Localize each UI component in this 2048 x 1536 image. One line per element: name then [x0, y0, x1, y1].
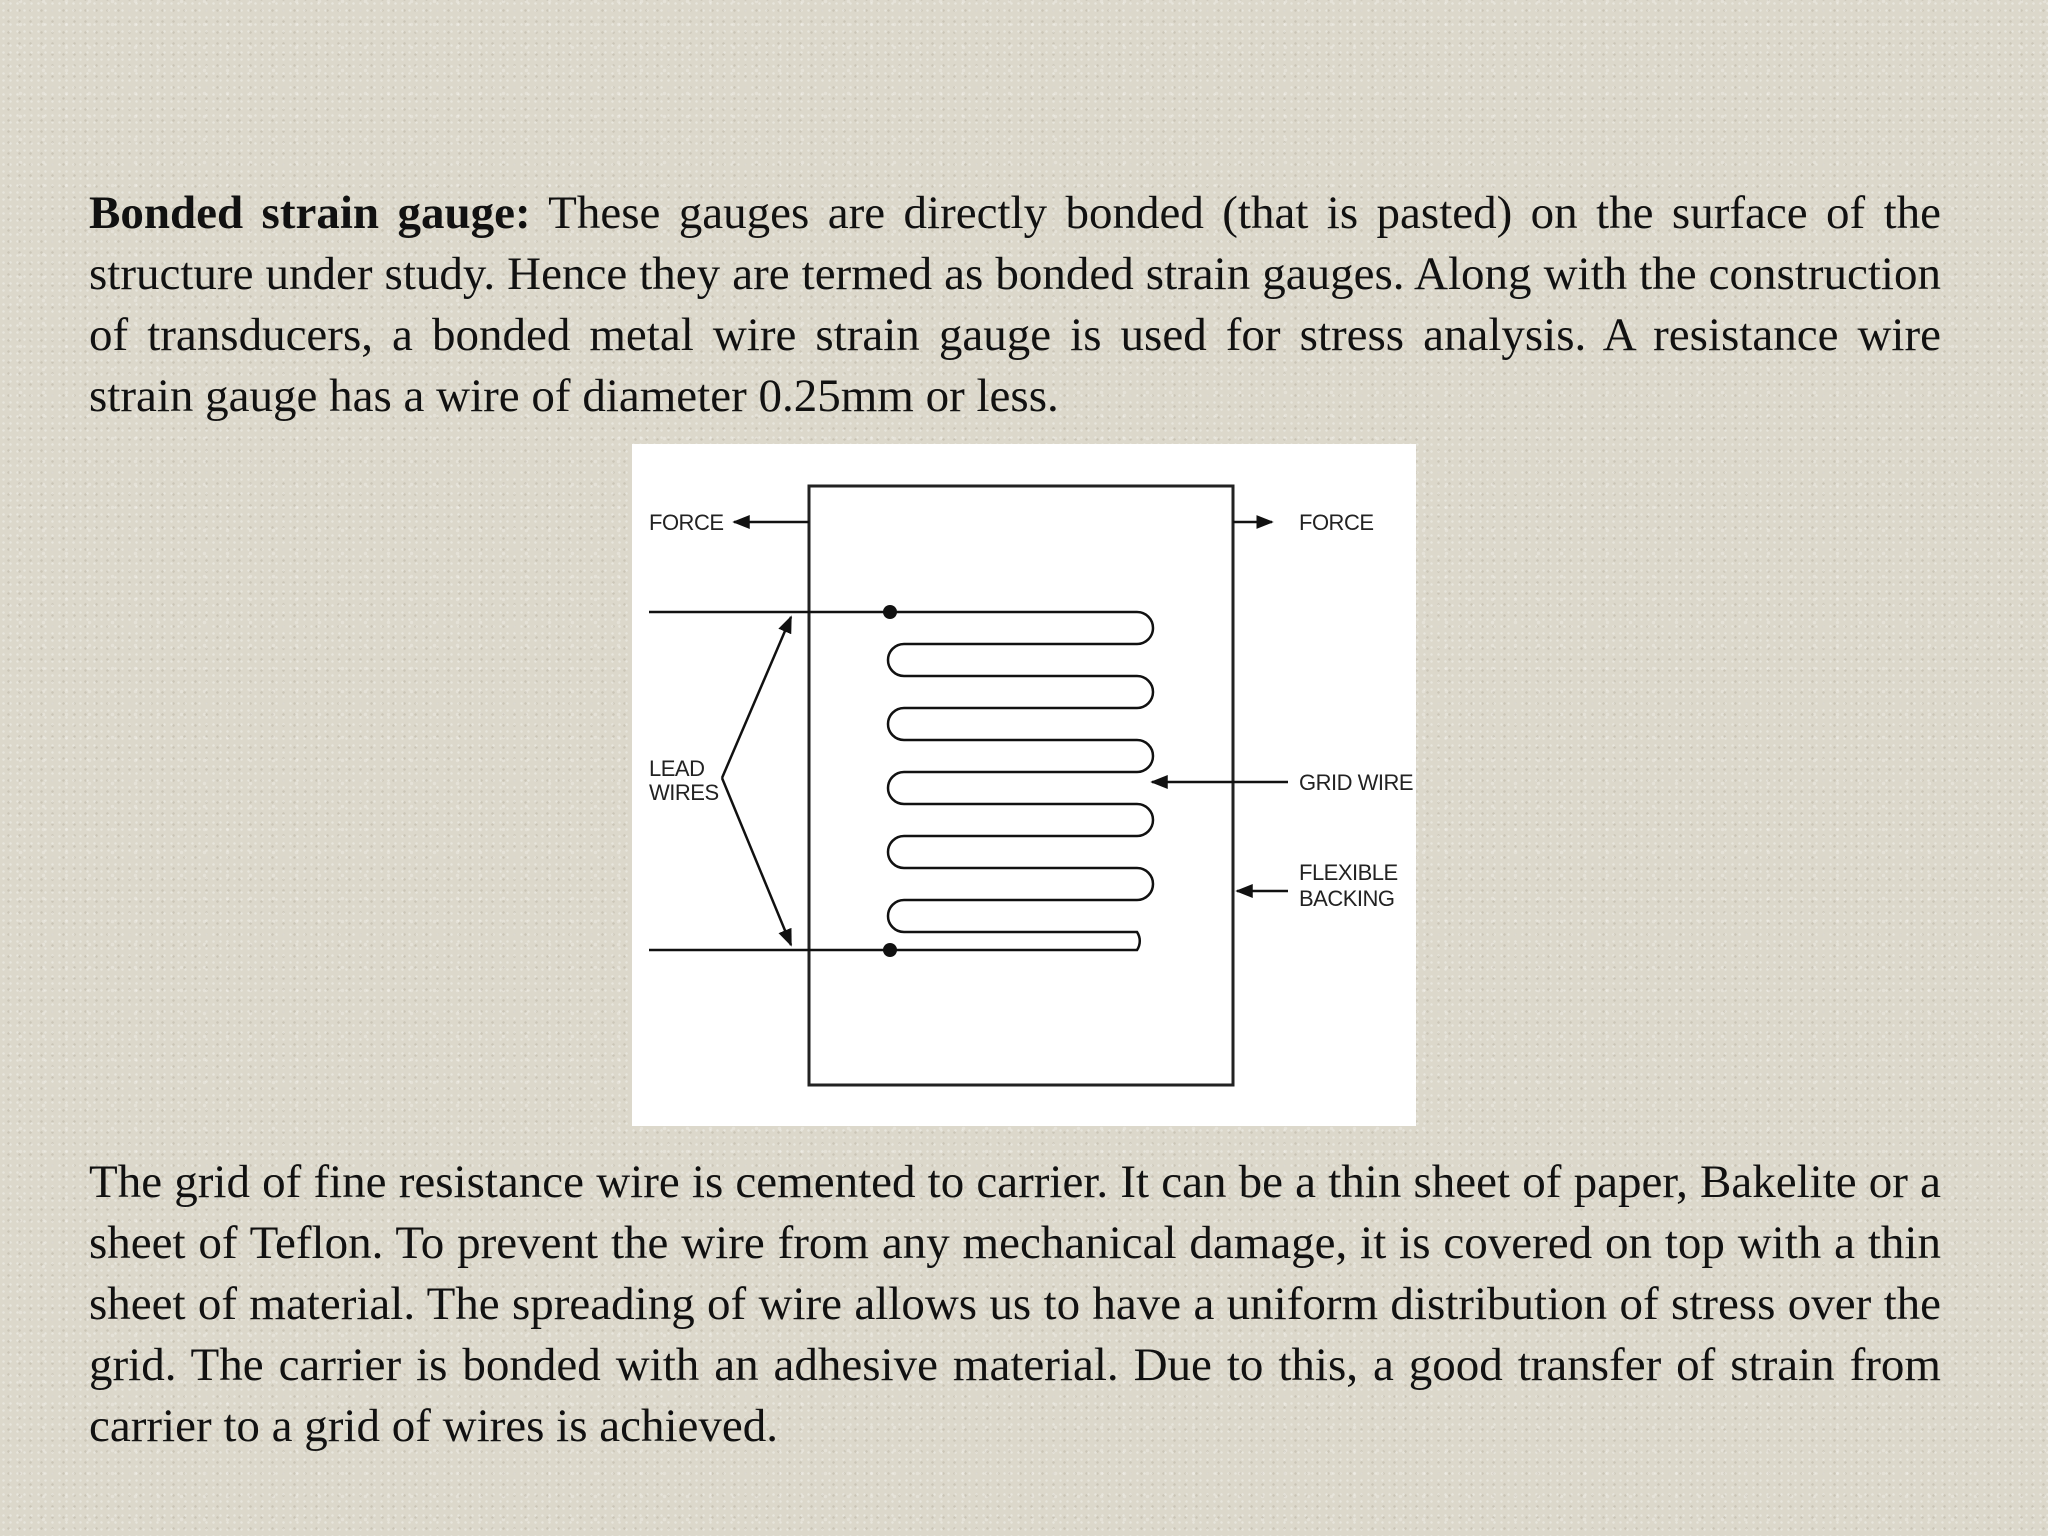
flexible-backing-label-line1: FLEXIBLE — [1299, 860, 1398, 885]
strain-gauge-diagram — [632, 444, 1416, 1126]
lead-pointer-lower — [722, 778, 791, 945]
force-left-label: FORCE — [649, 510, 724, 535]
flexible-backing-label-line2: BACKING — [1299, 886, 1395, 911]
paragraph-text: These gauges are directly bonded (that is pasted) on the surface of the structure under study. Hence they are termed as bonded strain gauges. Along with the construction of transducers, a bonded metal wire strain gauge is used for stress analysis. A resistance wire strain gauge has a wire of diameter 0.25mm or less. — [89, 187, 1942, 422]
grid-wire-serpentine — [888, 612, 1153, 950]
grid-wire-label: GRID WIRE — [1299, 770, 1414, 795]
description-paragraph: The grid of fine resistance wire is cemented to carrier. It can be a thin sheet of paper, Bakelite or a sheet of Teflon. To prevent the wire from any mechanical damage, it is covered on top with a thin sheet of material. The spreading of wire allows us to have a uniform distribution of stress over the grid. The carrier is bonded with an adhesive material. Due to this, a good transfer of strain from carrier to a grid of wires is achieved. — [89, 1156, 1941, 1452]
lead-pointer-upper — [722, 617, 791, 778]
intro-paragraph — [89, 183, 1941, 427]
paragraph-heading: Bonded strain gauge: — [89, 187, 531, 239]
force-right-label: FORCE — [1299, 510, 1374, 535]
lead-wires-label-line2: WIRES — [649, 780, 719, 805]
lead-wires-label-line1: LEAD — [649, 756, 705, 781]
flexible-backing-rect — [809, 486, 1233, 1085]
